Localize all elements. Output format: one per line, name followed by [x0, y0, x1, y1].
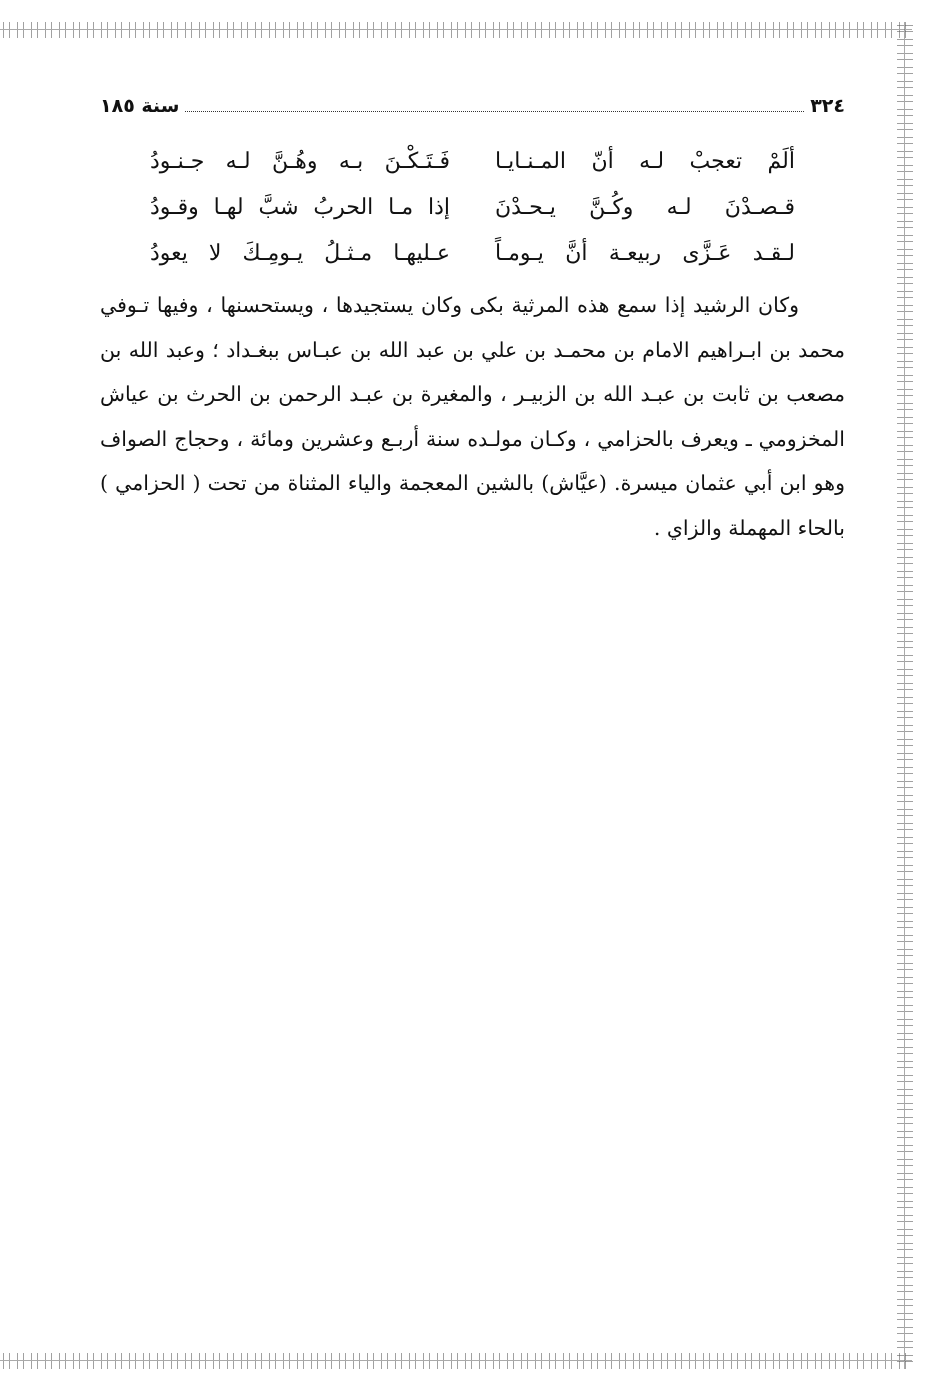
- header-dotted-leader: [185, 111, 804, 112]
- verse: [150, 184, 795, 230]
- running-header: [100, 90, 845, 116]
- verse-first-hemistich: ألَمْ تعجبْ لـه أنّ المـنـايـا: [495, 148, 795, 174]
- decorative-border-right: [897, 22, 913, 1369]
- decorative-border-top: [0, 22, 912, 38]
- page-number: ٣٢٤: [810, 95, 845, 117]
- poem: [150, 138, 795, 276]
- decorative-border-bottom: [0, 1353, 912, 1369]
- verse: [150, 230, 795, 276]
- verse-second-hemistich: إذا مـا الحربُ شبَّ لهـا وقـودُ: [150, 194, 450, 220]
- verse-first-hemistich: قـصـدْنَ لـه وكُـنَّ يـحـدْنَ: [495, 194, 795, 220]
- verse: [150, 138, 795, 184]
- verse-second-hemistich: فَـتَـكْـنَ بـه وهُـنَّ لـه جـنـودُ: [150, 148, 450, 174]
- verse-first-hemistich: لـقـد عَـزَّى ربيعـة أنَّ يـومـاً: [495, 240, 795, 266]
- year-label: سنة ١٨٥: [100, 95, 180, 117]
- body-paragraph: وكان الرشيد إذا سمع هذه المرثية بكى وكان يستجيدها ، ويستحسنها ، وفيها تـوفي محمد بن ابـراهيم الامام بن محمـد بن علي بن عبد الله بن عبـاس ببغـداد ؛ وعبد الله بن مصعب بن ثابت بن عبـد الله بن الزبيـر ، والمغيرة بن عبـد الرحمن بن الحرث بن عياش المخزومي ـ ويعرف بالحزامي ، وكـان مولـده سنة أربـع وعشرين ومائة ، وحجاج الصواف وهو ابن أبي عثمان ميسرة. (عيَّاش) بالشين المعجمة والياء المثناة من تحت ( الحزامي ) بالحاء المهملة والزاي .: [100, 293, 845, 540]
- verse-second-hemistich: عـليهـا مـثـلُ يـومِـكَ لا يعودُ: [150, 240, 450, 266]
